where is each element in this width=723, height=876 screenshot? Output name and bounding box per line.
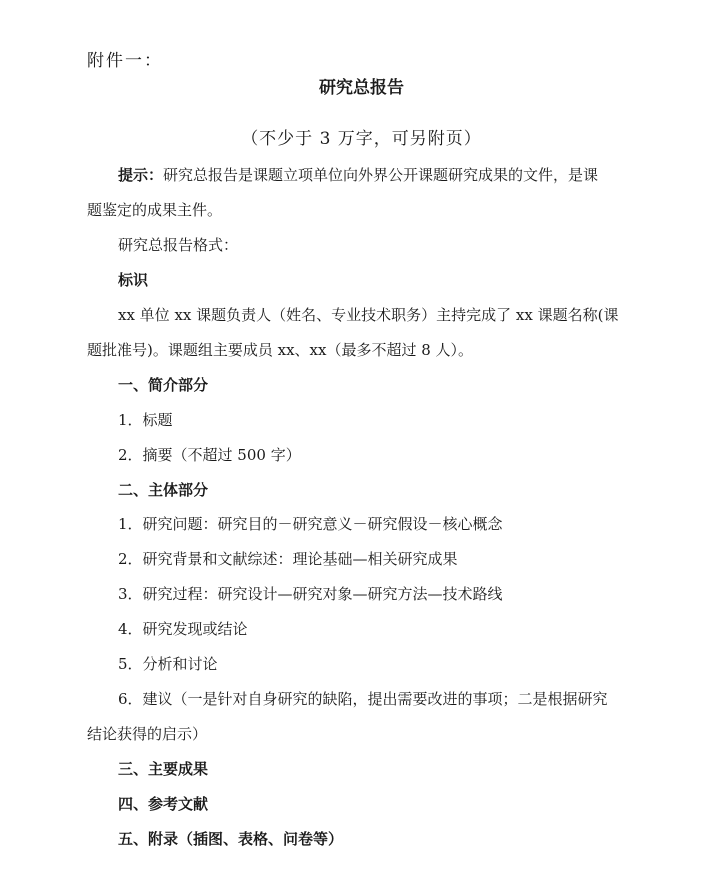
format-label: 研究总报告格式： (118, 236, 239, 254)
page-title: 研究总报告 (319, 78, 404, 98)
page-subtitle: （不少于 3 万字，可另附页） (241, 129, 482, 149)
attachment-label: 附件一： (87, 51, 163, 71)
section-2-item-3: 3．研究过程：研究设计—研究对象—研究方法—技术路线 (118, 585, 503, 603)
hint-text-1: 研究总报告是课题立项单位向外界公开课题研究成果的文件，是课 (163, 166, 599, 184)
section-2-heading: 二、主体部分 (118, 481, 209, 499)
section-1-item-2: 2．摘要（不超过 500 字） (118, 446, 301, 464)
section-2-item-6-line-1: 6．建议（一是针对自身研究的缺陷，提出需要改进的事项；二是根据研究 (118, 690, 608, 708)
mark-text-2: 题批准号)。课题组主要成员 xx、xx（最多不超过 8 人）。 (87, 341, 474, 359)
hint-label: 提示： (118, 166, 164, 184)
section-2-item-4: 4．研究发现或结论 (118, 620, 248, 638)
section-3-heading: 三、主要成果 (118, 760, 209, 778)
section-2-item-1: 1．研究问题：研究目的－研究意义－研究假设－核心概念 (118, 515, 503, 533)
hint-paragraph-line-1 (118, 165, 598, 185)
section-2-item-6-line-2: 结论获得的启示） (87, 725, 208, 743)
section-4-heading: 四、参考文献 (118, 795, 209, 813)
mark-heading: 标识 (118, 271, 149, 289)
section-2-item-2: 2．研究背景和文献综述：理论基础—相关研究成果 (118, 550, 458, 568)
hint-text-2: 题鉴定的成果主件。 (87, 201, 223, 219)
section-1-heading: 一、简介部分 (118, 376, 209, 394)
section-2-item-5: 5．分析和讨论 (118, 655, 218, 673)
section-1-item-1: 1．标题 (118, 411, 173, 429)
section-5-heading: 五、附录（插图、表格、问卷等） (118, 830, 344, 848)
mark-text-1: xx 单位 xx 课题负责人（姓名、专业技术职务）主持完成了 xx 课题名称(课 (118, 306, 619, 324)
